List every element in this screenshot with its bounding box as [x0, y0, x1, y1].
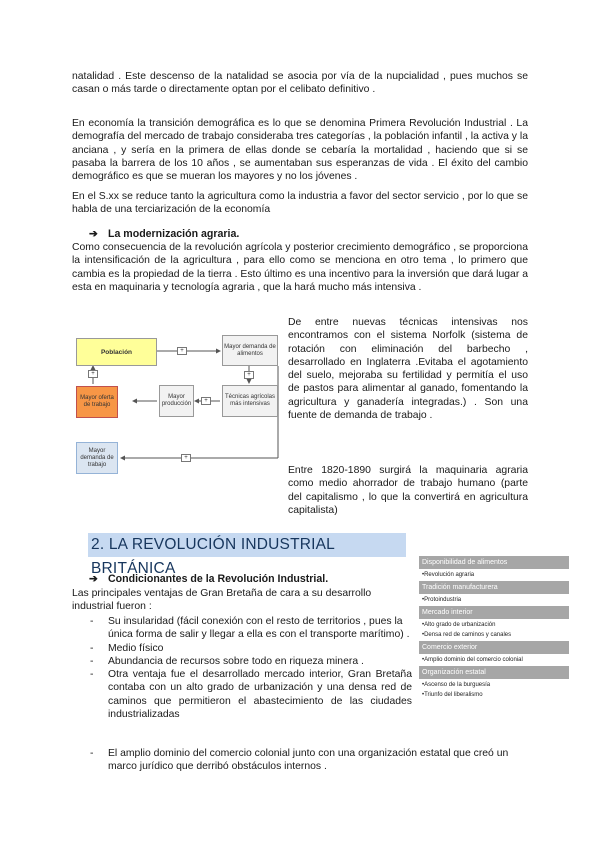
plus-sign: + — [244, 371, 254, 379]
plus-sign: + — [88, 370, 98, 378]
list-item-text: Su insularidad (fácil conexión con el resto de territorios , pues la única forma de salir y llegar a ella es con el transporte marítimo) . — [108, 616, 410, 641]
paragraph-terciarizacion: En el S.xx se reduce tanto la agricultura como la industria a favor del sector servicio , por lo que se habla de una terciarización de la economía — [72, 191, 528, 216]
list-item — [90, 747, 530, 774]
box-tecnicas-intensivas: Técnicas agrícolas más intensivas — [222, 385, 278, 417]
heading-text: La modernización agraria. — [108, 228, 240, 240]
dash-bullet: - — [90, 642, 94, 654]
panel-item: •Revolución agraria — [422, 572, 475, 578]
paragraph-natalidad: natalidad . Este descenso de la natalidad se asocia por vía de la nupcialidad , pues muchos se casan o más tarde o directamente optan por el celibato definitivo . — [72, 71, 528, 96]
plus-sign: + — [177, 347, 187, 355]
panel-item: •Amplio dominio del comercio colonial — [422, 657, 523, 663]
panel-category: Mercado interior — [419, 606, 569, 619]
list-item-text: Otra ventaja fue el desarrollado mercado interior, Gran Bretaña contaba con un alto grado de urbanización y una densa red de caminos que permitieron el abastecimiento de las ciudades industrializadas — [108, 669, 412, 721]
panel-item: •Alto grado de urbanización — [422, 622, 496, 628]
dash-bullet: - — [90, 655, 94, 667]
list-item-text: Abundancia de recursos sobre todo en riqueza minera . — [108, 655, 364, 667]
ventajas-list-cont — [90, 747, 530, 774]
panel-category: Disponibilidad de alimentos — [419, 556, 569, 569]
heading-text: Condicionantes de la Revolución Industrial. — [108, 573, 329, 585]
list-item — [90, 655, 412, 668]
list-item — [90, 668, 412, 721]
heading-modernizacion-agraria — [89, 228, 239, 241]
list-item — [90, 615, 412, 642]
paragraph-transicion-demografica: En economía la transición demográfica es lo que se denomina Primera Revolución Industrial . La demografía del mercado de trabajo consideraba tres categorías , la población infantil , la activa y la anciana , y sería en la primera de ellas donde se cebaría la mortalidad , haciendo que si se pasaba la barrera de los 10 años , se aumentaban sus esperanzas de vida . El éxito del cambio demográfico es que se mueran los mayores y no los jóvenes . — [72, 118, 528, 183]
arrow-icon: ➔ — [89, 228, 98, 240]
list-item — [90, 642, 412, 655]
dash-bullet: - — [90, 616, 94, 627]
paragraph-intensificacion: Como consecuencia de la revolución agrícola y posterior crecimiento demográfico , se proporciona la intensificación de la agricultura , para ello como se menciona en otro tema , lo primero que cambia es la propiedad de la tierra . Esto último es una incentivo para la inversión que dará lugar a esta en maquinaria y tecnología agraria , que la hará mucho más intensiva . — [72, 242, 528, 293]
plus-sign: + — [181, 454, 191, 462]
arrow-icon: ➔ — [89, 573, 98, 585]
panel-category: Comercio exterior — [419, 641, 569, 654]
condicionantes-panel — [419, 556, 569, 701]
panel-item: •Triunfo del liberalismo — [422, 692, 483, 698]
dash-bullet: - — [90, 748, 94, 759]
ventajas-list — [90, 615, 412, 721]
heading-condicionantes — [89, 573, 328, 586]
dash-bullet: - — [90, 669, 94, 681]
list-item-text: El amplio dominio del comercio colonial junto con una organización estatal que creó un marco jurídico que derribó obstáculos internos . — [108, 748, 509, 773]
panel-item: •Protoindustria — [422, 597, 462, 603]
list-item-text: Medio físico — [108, 642, 164, 654]
box-mayor-oferta-trabajo: Mayor oferta de trabajo — [76, 386, 118, 418]
box-mayor-produccion: Mayor producción — [159, 385, 194, 417]
panel-category: Organización estatal — [419, 666, 569, 679]
box-mayor-demanda-trabajo: Mayor demanda de trabajo — [76, 442, 118, 474]
panel-category: Tradición manufacturera — [419, 581, 569, 594]
box-mayor-demanda-alimentos: Mayor demanda de alimentos — [222, 335, 278, 366]
panel-item: •Densa red de caminos y canales — [422, 632, 512, 638]
panel-item: •Ascenso de la burguesía — [422, 682, 491, 688]
paragraph-ventajas: Las principales ventajas de Gran Bretaña de cara a su desarrollo industrial fueron : — [72, 588, 372, 613]
section-title: 2. LA REVOLUCIÓN INDUSTRIAL BRITÁNICA — [88, 533, 406, 557]
plus-sign: + — [201, 397, 211, 405]
box-poblacion: Población — [76, 338, 157, 366]
paragraph-norfolk: De entre nuevas técnicas intensivas nos encontramos con el sistema Norfolk (sistema de rotación con eliminación del barbecho , desarrollado en Inglaterra .Evitaba el agotamiento del suelo, mejoraba su fertilidad y permitía el uso de pastos para alimentar al ganado, fomentando la agricultura y ganadería integradas.) . Son una fuente de demanda de trabajo . — [288, 317, 528, 422]
paragraph-maquinaria: Entre 1820-1890 surgirá la maquinaria agraria como medio ahorrador de trabajo humano (parte del capitalismo , lo que la convertirá en agricultura capitalista) — [288, 465, 528, 516]
agrarian-diagram — [73, 330, 281, 480]
